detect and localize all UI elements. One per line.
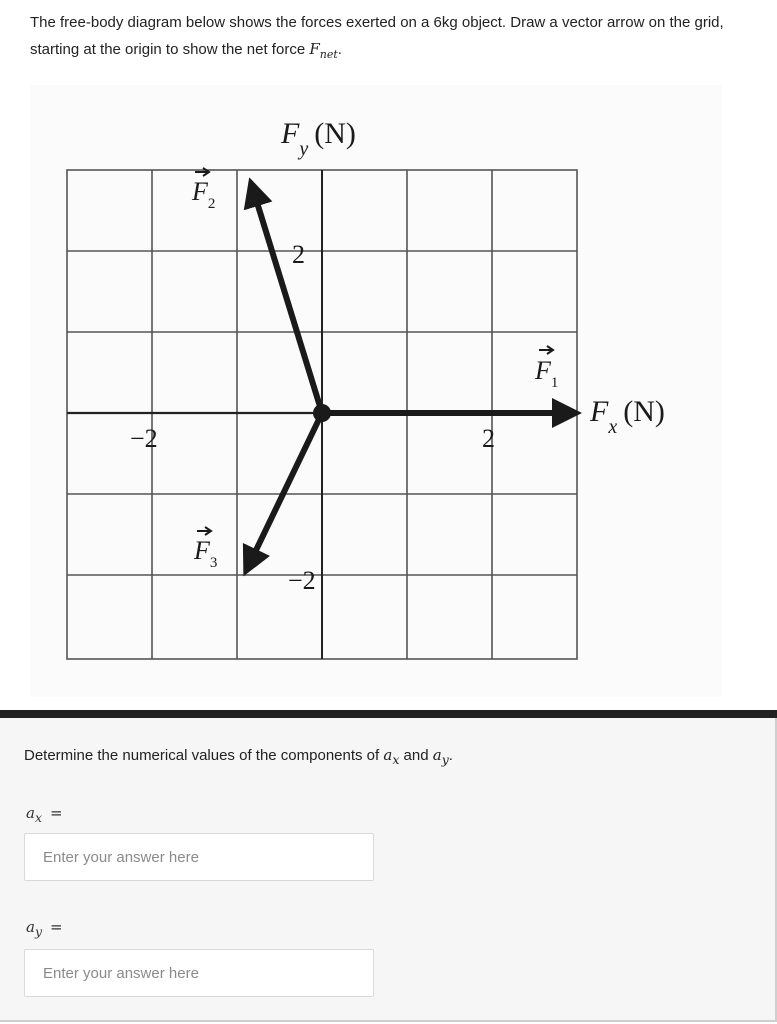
net-force-symbol — [309, 40, 338, 61]
prompt-text: Determine the numerical values of the components of — [24, 747, 384, 764]
y-axis-label: $F_y$ (N) — [281, 117, 356, 160]
x-axis-label: $F_x$ (N) — [590, 395, 665, 438]
tick-x-neg: −2 — [130, 424, 158, 453]
ax-label: $a_x$ = — [26, 804, 63, 825]
question-text-end: . — [337, 41, 342, 58]
svg-text:F2: $F_2$ — [192, 177, 216, 212]
force-f1-label — [534, 346, 558, 391]
net-force-letter: F — [309, 40, 320, 58]
ay-answer-input[interactable] — [24, 949, 374, 997]
force-f2-arrow — [251, 183, 322, 413]
svg-text:F3: $F_3$ — [194, 536, 218, 571]
tick-x-pos: 2 — [482, 424, 495, 453]
tick-y-neg: −2 — [288, 566, 316, 595]
diagram-svg — [30, 85, 722, 697]
answer-panel — [0, 718, 777, 1022]
ax-answer-input[interactable] — [24, 833, 374, 881]
components-prompt — [24, 746, 453, 767]
prompt-and: and — [399, 747, 433, 764]
ay-symbol-inline: $a_y$ — [432, 746, 449, 767]
origin-point — [313, 404, 331, 422]
question-text-main: The free-body diagram below shows the forces exerted on a 6kg object. Draw a vector arrow on the grid, starting at the origin to show the net force — [30, 14, 724, 58]
tick-y-pos: 2 — [292, 240, 305, 269]
net-force-subscript: net — [319, 48, 338, 61]
svg-text:F1: $F_1$ — [535, 356, 559, 391]
section-divider — [0, 710, 777, 718]
question-text — [30, 10, 750, 68]
force-f3-label — [193, 527, 217, 571]
force-f3-arrow — [246, 413, 322, 571]
ax-symbol-inline: $a_x$ — [383, 746, 400, 767]
prompt-end: . — [448, 747, 453, 764]
free-body-diagram — [30, 85, 722, 697]
ay-label: $a_y$ = — [26, 918, 63, 939]
force-f2-label — [191, 168, 215, 212]
